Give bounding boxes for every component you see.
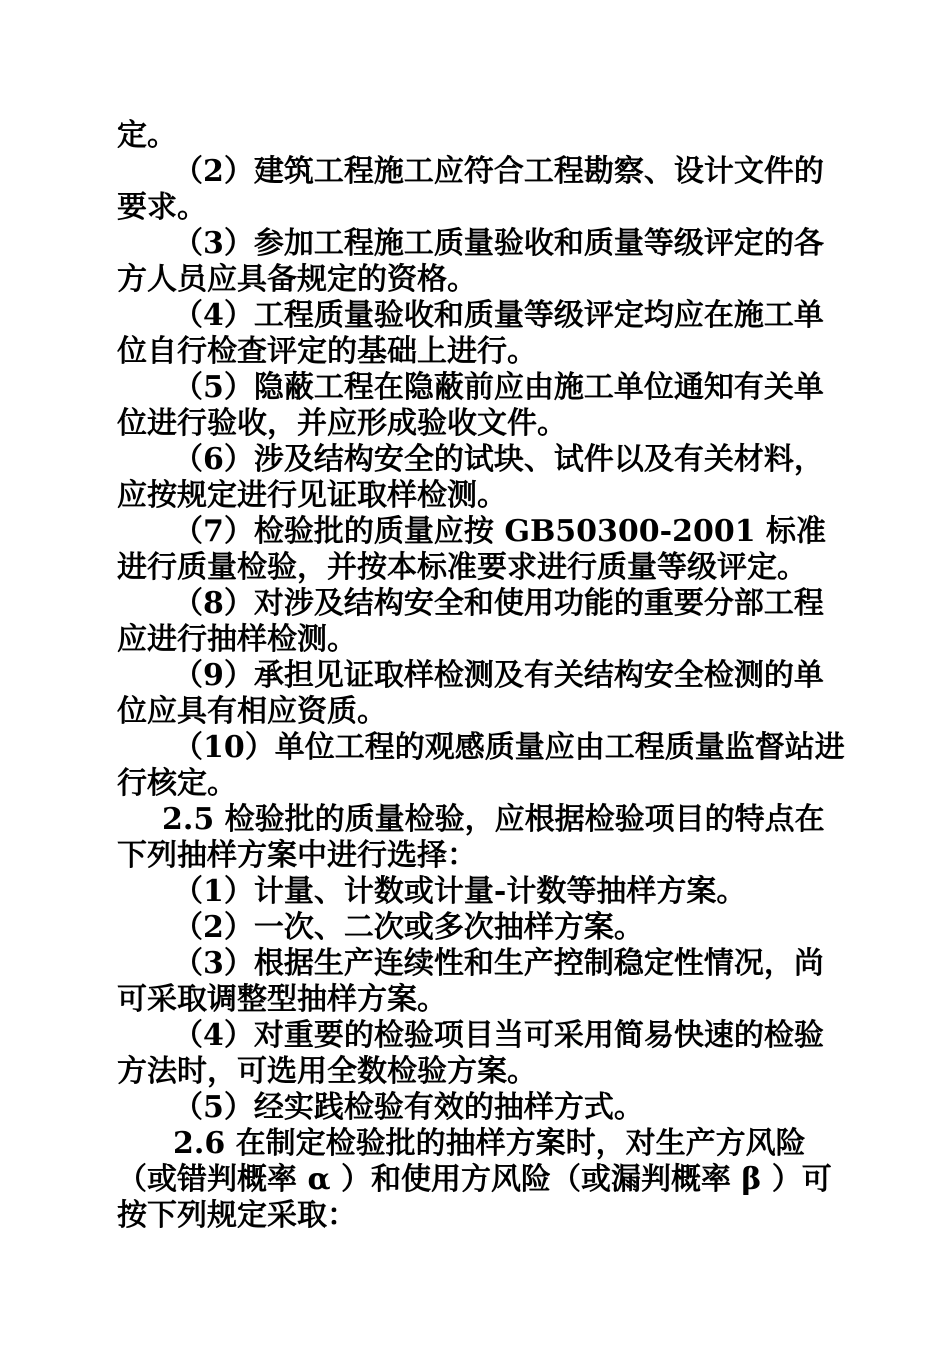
section-2-5: 2.5 检验批的质量检验，应根据检验项目的特点在下列抽样方案中进行选择： — [117, 802, 825, 873]
document-body — [117, 118, 847, 1234]
paragraph-continuation: 定。 — [117, 118, 177, 153]
sampling-item-1: （1）计量、计数或计量-计数等抽样方案。 — [173, 874, 747, 909]
list-item-10: （10）单位工程的观感质量应由工程质量监督站进行核定。 — [117, 730, 845, 801]
sampling-item-2: （2）一次、二次或多次抽样方案。 — [173, 910, 644, 945]
list-item-8: （8）对涉及结构安全和使用功能的重要分部工程应进行抽样检测。 — [117, 586, 824, 657]
sampling-item-3: （3）根据生产连续性和生产控制稳定性情况，尚可采取调整型抽样方案。 — [117, 946, 824, 1017]
list-item-5: （5）隐蔽工程在隐蔽前应由施工单位通知有关单位进行验收，并应形成验收文件。 — [117, 370, 824, 441]
list-item-2: （2）建筑工程施工应符合工程勘察、设计文件的要求。 — [117, 154, 824, 225]
section-2-6: 2.6 在制定检验批的抽样方案时，对生产方风险（或错判概率 α ）和使用方风险（或漏判概率 β ）可按下列规定采取： — [117, 1126, 832, 1233]
list-item-6: （6）涉及结构安全的试块、试件以及有关材料，应按规定进行见证取样检测。 — [117, 442, 824, 513]
sampling-item-4: （4）对重要的检验项目当可采用简易快速的检验方法时，可选用全数检验方案。 — [117, 1018, 824, 1089]
list-item-3: （3）参加工程施工质量验收和质量等级评定的各方人员应具备规定的资格。 — [117, 226, 824, 297]
list-item-7: （7）检验批的质量应按 GB50300-2001 标准进行质量检验，并按本标准要求进行质量等级评定。 — [117, 514, 827, 585]
sampling-item-5: （5）经实践检验有效的抽样方式。 — [173, 1090, 644, 1125]
list-item-9: （9）承担见证取样检测及有关结构安全检测的单位应具有相应资质。 — [117, 658, 824, 729]
list-item-4: （4）工程质量验收和质量等级评定均应在施工单位自行检查评定的基础上进行。 — [117, 298, 824, 369]
